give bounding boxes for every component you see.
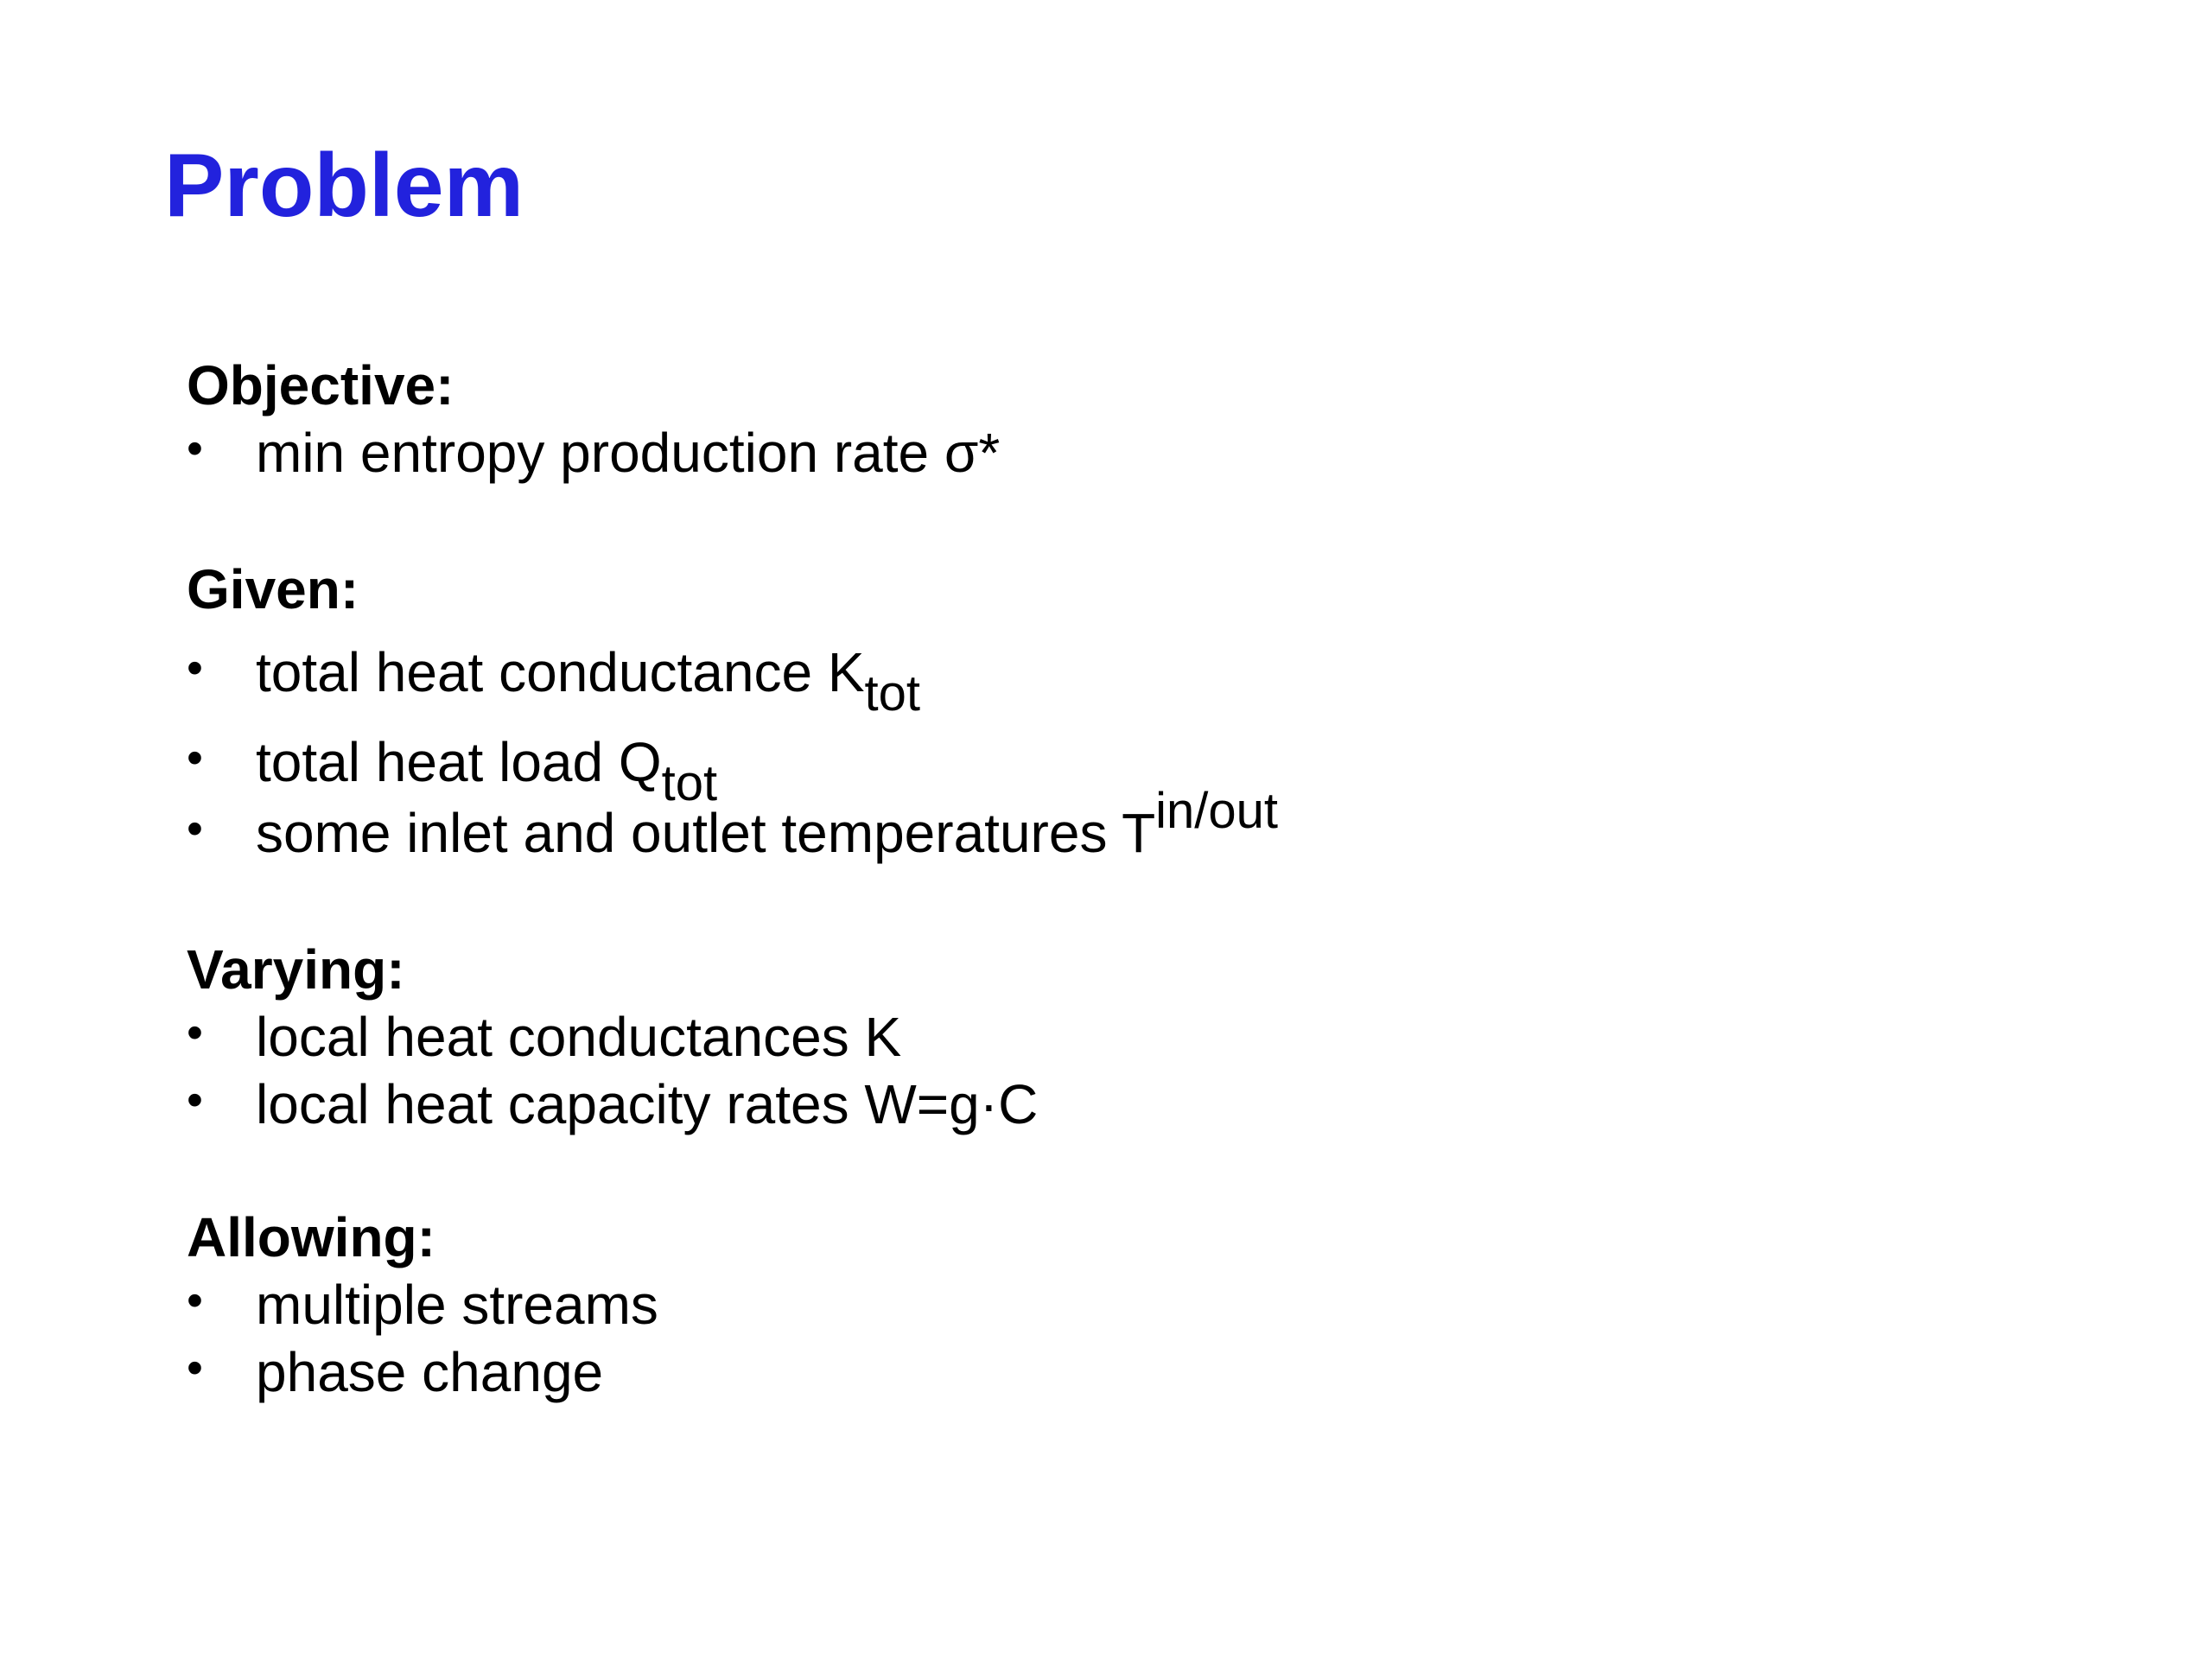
slide-title: Problem bbox=[164, 136, 524, 236]
varying-item-text: local heat conductances K bbox=[256, 1006, 902, 1068]
bullet-icon: • bbox=[187, 1007, 203, 1058]
superscript-text: in/out bbox=[1155, 783, 1279, 839]
bullet-icon: • bbox=[187, 1274, 203, 1326]
given-item-main-text: some inlet and outlet temperatures T bbox=[256, 802, 1156, 864]
allowing-item-text: phase change bbox=[256, 1341, 604, 1403]
subscript-text: tot bbox=[864, 665, 920, 721]
objective-item-text: min entropy production rate σ* bbox=[256, 422, 1001, 484]
varying-heading: Varying: bbox=[187, 938, 405, 1001]
varying-item-text: local heat capacity rates W=g·C bbox=[256, 1073, 1039, 1135]
bullet-icon: • bbox=[187, 423, 203, 474]
bullet-icon: • bbox=[187, 642, 203, 694]
bullet-icon: • bbox=[187, 803, 203, 855]
given-item-text bbox=[256, 641, 920, 721]
given-item-main-text: total heat conductance K bbox=[256, 641, 865, 703]
given-heading: Given: bbox=[187, 558, 359, 620]
bullet-icon: • bbox=[187, 1342, 203, 1394]
given-item-main-text: total heat load Q bbox=[256, 731, 662, 793]
bullet-icon: • bbox=[187, 1074, 203, 1126]
bullet-icon: • bbox=[187, 732, 203, 784]
objective-heading: Objective: bbox=[187, 354, 454, 416]
given-item-text bbox=[256, 731, 718, 811]
subscript-text: tot bbox=[661, 755, 718, 811]
allowing-heading: Allowing: bbox=[187, 1206, 435, 1268]
allowing-item-text: multiple streams bbox=[256, 1274, 658, 1336]
